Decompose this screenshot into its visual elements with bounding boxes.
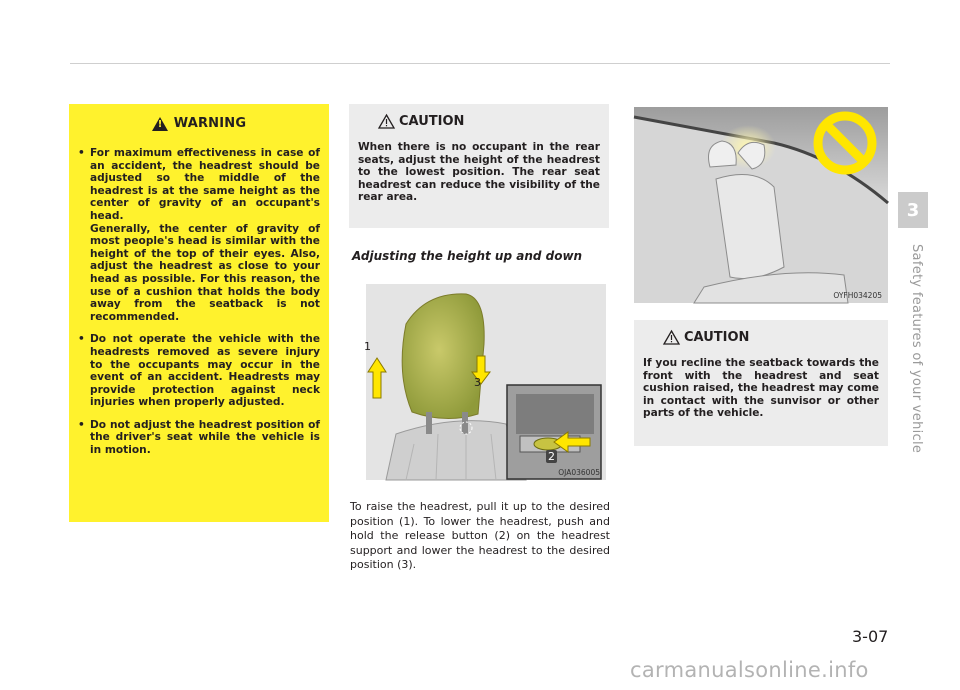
- up-arrow-icon: [366, 356, 388, 400]
- warning-item-text: • For maximum effectiveness in case of an accident, the headrest should be adjusted so the middle of the headrest is at the same height as the center of gravity of an occupant's head.: [90, 147, 320, 222]
- left-arrow-icon: [552, 430, 592, 454]
- page-number: 3-07: [852, 627, 889, 646]
- warning-triangle-icon: [152, 117, 168, 131]
- chapter-tab: 3: [898, 192, 928, 228]
- top-rule: [70, 63, 890, 64]
- caution-text: When there is no occupant in the rear seats, adjust the height of the headrest to the lowest position. The rear seat headrest can reduce the visibility of the rear area.: [358, 141, 600, 204]
- body-paragraph: To raise the headrest, pull it up to the desired position (1). To lower the headrest, push and hold the release button (2) on the headrest support and lower the headrest to the desired position (3).: [350, 500, 610, 572]
- warning-item-text: Generally, the center of gravity of most people's head is similar with the height of the top of their eyes. Also, adjust the headrest as close to your head as possible. For this reason, the use of a cushion that holds the body away from the seatback is not recommended.: [90, 222, 320, 323]
- caution-text: If you recline the seatback towards the front with the headrest and seat cushion raised, the headrest may come in contact with the sunvisor or other parts of the vehicle.: [643, 357, 879, 420]
- caution-title: CAUTION: [684, 330, 750, 345]
- warning-item-text: • Do not adjust the headrest position of the driver's seat while the vehicle is in motion.: [90, 418, 320, 457]
- caution-header: [378, 114, 600, 129]
- warning-item-text: • Do not operate the vehicle with the headrests removed as severe injury to the occupants may occur in the event of an accident. Headrests may provide protection against neck injuries when properly adjusted.: [90, 333, 320, 409]
- figure-label-3: 3: [474, 376, 481, 389]
- figure-code: OJA036005: [558, 468, 600, 477]
- warning-item: [78, 147, 320, 323]
- caution-header: [663, 330, 879, 345]
- recline-illustration: [634, 107, 888, 303]
- section-subheading: Adjusting the height up and down: [352, 249, 583, 263]
- warning-item: [78, 419, 320, 457]
- warning-title: WARNING: [173, 116, 247, 131]
- chapter-title: Safety features of your vehicle: [909, 244, 924, 454]
- figure-label-1: 1: [364, 340, 371, 353]
- caution-box-recline: [634, 320, 888, 446]
- caution-box-rear-headrest: [349, 104, 609, 228]
- caution-triangle-icon: [663, 330, 680, 345]
- figure-label-2: 2: [548, 450, 555, 463]
- watermark: carmanualsonline.info: [630, 658, 869, 682]
- warning-list: [78, 147, 320, 457]
- warning-item: [78, 333, 320, 409]
- figure-code: OYFH034205: [833, 291, 882, 300]
- caution-triangle-icon: [378, 114, 395, 129]
- headrest-adjustment-figure: [366, 284, 606, 480]
- warning-header: [78, 116, 320, 131]
- caution-title: CAUTION: [399, 114, 465, 129]
- recline-sunvisor-figure: [634, 107, 888, 303]
- warning-box: [69, 104, 329, 522]
